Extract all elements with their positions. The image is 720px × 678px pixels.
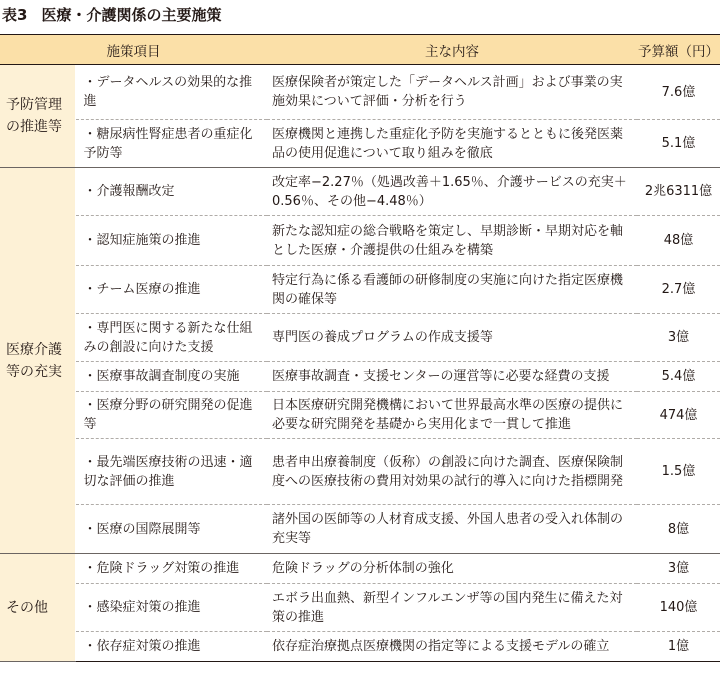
table-row — [0, 216, 720, 266]
table-row — [0, 632, 720, 662]
content-cell: 医療事故調査・支援センターの運営等に必要な経費の支援 — [267, 362, 637, 392]
budget-cell: 8億 — [637, 505, 720, 554]
table-body — [0, 65, 720, 662]
table-title: 医療・介護関係の主要施策 — [41, 6, 222, 24]
content-cell: 諸外国の医師等の人材育成支援、外国人患者の受入れ体制の充実等 — [267, 505, 637, 554]
content-cell: 特定行為に係る看護師の研修制度の実施に向けた指定医療機関の確保等 — [267, 266, 637, 314]
table-row — [0, 120, 720, 168]
budget-cell: 1億 — [637, 632, 720, 662]
table-caption — [2, 2, 221, 28]
table-row — [0, 65, 720, 120]
budget-cell: 7.6億 — [637, 65, 720, 120]
table-row — [0, 554, 720, 584]
item-cell: ・データヘルスの効果的な推進 — [75, 65, 267, 120]
budget-cell: 1.5億 — [637, 439, 720, 505]
table-row — [0, 584, 720, 632]
table-row — [0, 392, 720, 439]
content-cell: 医療保険者が策定した「データヘルス計画」および事業の実施効果について評価・分析を行う — [267, 65, 637, 120]
budget-cell: 474億 — [637, 392, 720, 439]
budget-cell: 5.4億 — [637, 362, 720, 392]
item-cell: ・医療の国際展開等 — [75, 505, 267, 554]
item-cell: ・医療分野の研究開発の促進等 — [75, 392, 267, 439]
content-cell: 新たな認知症の総合戦略を策定し、早期診断・早期対応を軸とした医療・介護提供の仕組みを構築 — [267, 216, 637, 266]
item-cell: ・専門医に関する新たな仕組みの創設に向けた支援 — [75, 314, 267, 362]
item-cell: ・危険ドラッグ対策の推進 — [75, 554, 267, 584]
header-budget: 予算額（円） — [637, 35, 720, 65]
budget-cell: 3億 — [637, 314, 720, 362]
table-row — [0, 314, 720, 362]
budget-cell: 5.1億 — [637, 120, 720, 168]
policy-table — [0, 34, 720, 662]
header-content: 主な内容 — [267, 35, 637, 65]
item-cell: ・最先端医療技術の迅速・適切な評価の推進 — [75, 439, 267, 505]
table-row — [0, 439, 720, 505]
table-row — [0, 505, 720, 554]
item-cell: ・感染症対策の推進 — [75, 584, 267, 632]
category-cell: その他 — [0, 554, 75, 662]
budget-cell: 2.7億 — [637, 266, 720, 314]
item-cell: ・認知症施策の推進 — [75, 216, 267, 266]
content-cell: 依存症治療拠点医療機関の指定等による支援モデルの確立 — [267, 632, 637, 662]
table-row — [0, 266, 720, 314]
header-item: 施策項目 — [0, 35, 267, 65]
item-cell: ・チーム医療の推進 — [75, 266, 267, 314]
item-cell: ・医療事故調査制度の実施 — [75, 362, 267, 392]
content-cell: 危険ドラッグの分析体制の強化 — [267, 554, 637, 584]
item-cell: ・依存症対策の推進 — [75, 632, 267, 662]
content-cell: 専門医の養成プログラムの作成支援等 — [267, 314, 637, 362]
budget-cell: 140億 — [637, 584, 720, 632]
category-cell: 医療介護等の充実 — [0, 168, 75, 554]
category-cell: 予防管理の推進等 — [0, 65, 75, 168]
content-cell: 医療機関と連携した重症化予防を実施するとともに後発医薬品の使用促進について取り組みを徹底 — [267, 120, 637, 168]
content-cell: 患者申出療養制度（仮称）の創設に向けた調査、医療保険制度への医療技術の費用対効果の試行的導入に向けた指標開発 — [267, 439, 637, 505]
item-cell: ・介護報酬改定 — [75, 168, 267, 216]
content-cell: 改定率−2.27％（処遇改善＋1.65％、介護サービスの充実＋0.56％、その他−4.48％） — [267, 168, 637, 216]
budget-cell: 3億 — [637, 554, 720, 584]
budget-cell: 48億 — [637, 216, 720, 266]
table-row — [0, 362, 720, 392]
budget-cell: 2兆6311億 — [637, 168, 720, 216]
item-cell: ・糖尿病性腎症患者の重症化予防等 — [75, 120, 267, 168]
table-row — [0, 168, 720, 216]
content-cell: 日本医療研究開発機構において世界最高水準の医療の提供に必要な研究開発を基礎から実用化まで一貫して推進 — [267, 392, 637, 439]
table-header-row — [0, 35, 720, 65]
content-cell: エボラ出血熱、新型インフルエンザ等の国内発生に備えた対策の推進 — [267, 584, 637, 632]
table-number: 表3 — [2, 6, 28, 24]
